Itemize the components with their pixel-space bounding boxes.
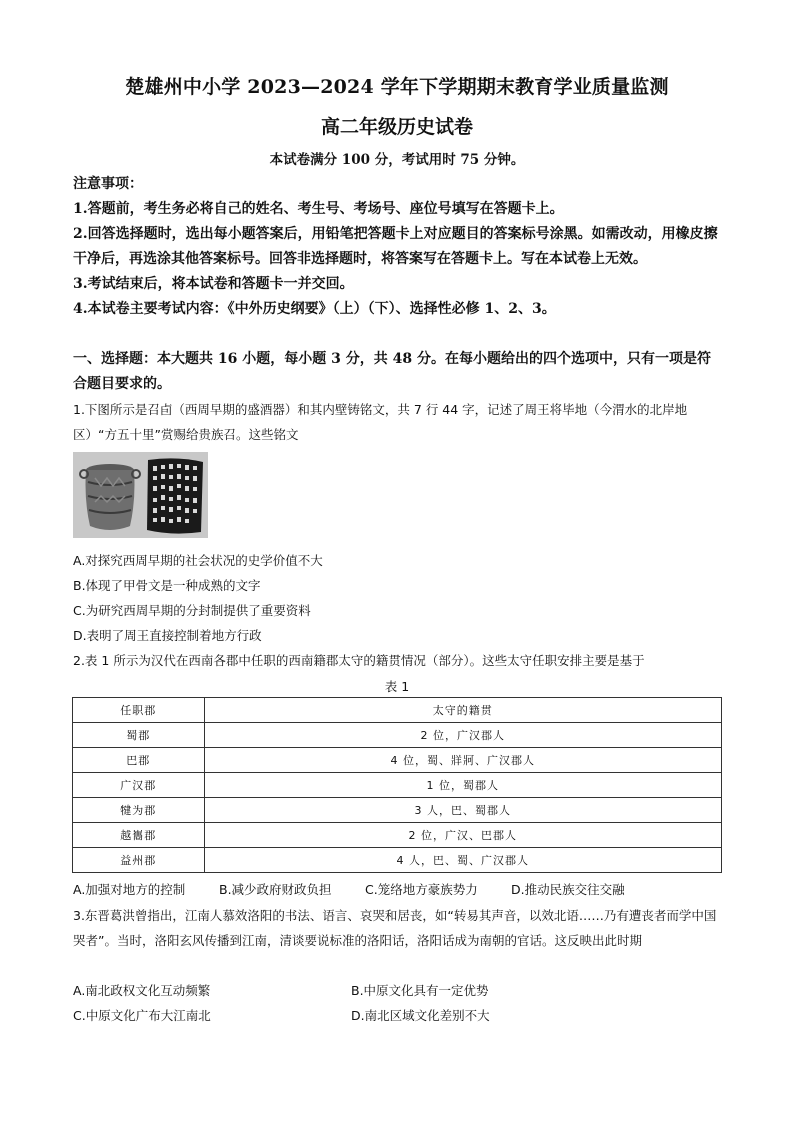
question-1-stem: [73, 397, 723, 447]
table-row: [73, 748, 722, 773]
option-d: D.南北区域文化差别不大: [351, 1008, 490, 1023]
table-cell: 蜀郡: [73, 723, 205, 748]
notes-block: [73, 172, 723, 322]
question-1-options: [73, 548, 723, 648]
table-header-row: [73, 698, 722, 723]
table-cell: 益州郡: [73, 848, 205, 873]
notes-item: 3.考试结束后，将本试卷和答题卡一并交回。: [73, 276, 354, 292]
option-c: C.笼络地方豪族势力: [365, 882, 478, 897]
table-cell: 4 人，巴、蜀、广汉郡人: [204, 848, 721, 873]
question-stem: 3.东晋葛洪曾指出，江南人慕效洛阳的书法、语言、哀哭和居丧，如“转易其声音，以效北语……乃有遭丧者而学中国哭者”。当时，洛阳玄风传播到江南，清谈要说标准的洛阳话，洛阳话成为南朝的官话。这反映出此时期: [73, 908, 717, 948]
option-c: C.中原文化广布大江南北: [73, 1008, 211, 1023]
question-2-options: [73, 877, 723, 902]
question-stem: 1.下图所示是召卣（西周早期的盛酒器）和其内壁铸铭文，共 7 行 44 字，记述了周王将毕地（今渭水的北岸地区）“方五十里”赏赐给贵族召。这些铭文: [73, 402, 688, 442]
table-1: [72, 697, 722, 873]
table-row: [73, 848, 722, 873]
table-header-cell: 任职郡: [73, 698, 205, 723]
table-caption: 表 1: [384, 679, 410, 694]
option-a: A.对探究西周早期的社会状况的史学价值不大: [73, 553, 323, 568]
table-cell: 2 位，广汉、巴郡人: [204, 823, 721, 848]
table-row: [73, 798, 722, 823]
option-c: C.为研究西周早期的分封制提供了重要资料: [73, 603, 311, 618]
exam-title: 楚雄州中小学 2023—2024 学年下学期期末教育学业质量监测: [125, 76, 669, 98]
zhao-you-vessel-image: [73, 452, 208, 538]
table-cell: 越巂郡: [73, 823, 205, 848]
option-b: B.中原文化具有一定优势: [351, 983, 489, 998]
exam-info: 本试卷满分 100 分，考试用时 75 分钟。: [269, 152, 525, 168]
option-b: B.减少政府财政负担: [219, 882, 332, 897]
notes-heading: 注意事项：: [73, 176, 143, 192]
options-row: [73, 1003, 723, 1028]
section-heading: 一、选择题：本大题共 16 小题，每小题 3 分，共 48 分。在每小题给出的四个选项中，只有一项是符合题目要求的。: [73, 351, 711, 392]
question-3-options: [73, 978, 723, 1028]
table-row: [73, 723, 722, 748]
option-a: A.南北政权文化互动频繁: [73, 983, 211, 998]
vessel-and-inscription-illustration: [73, 452, 208, 538]
notes-item: 1.答题前，考生务必将自己的姓名、考生号、考场号、座位号填写在答题卡上。: [73, 201, 564, 217]
options-row: [73, 978, 723, 1003]
table-cell: 犍为郡: [73, 798, 205, 823]
table-cell: 巴郡: [73, 748, 205, 773]
table-cell: 2 位，广汉郡人: [204, 723, 721, 748]
option-b: B.体现了甲骨文是一种成熟的文字: [73, 578, 261, 593]
table-cell: 广汉郡: [73, 773, 205, 798]
notes-item: 4.本试卷主要考试内容：《中外历史纲要》（上）（下）、选择性必修 1、2、3。: [73, 301, 556, 317]
exam-subtitle: 高二年级历史试卷: [320, 116, 473, 138]
question-2-stem: [73, 648, 723, 673]
option-a: A.加强对地方的控制: [73, 882, 186, 897]
table-cell: 3 人，巴、蜀郡人: [204, 798, 721, 823]
notes-item: 2.回答选择题时，选出每小题答案后，用铅笔把答题卡上对应题目的答案标号涂黑。如需改动，用橡皮擦干净后，再选涂其他答案标号。回答非选择题时，将答案写在答题卡上。写在本试卷上无效。: [73, 226, 718, 267]
option-d: D.推动民族交往交融: [511, 882, 625, 897]
option-d: D.表明了周王直接控制着地方行政: [73, 628, 262, 643]
table-header-cell: 太守的籍贯: [204, 698, 721, 723]
table-cell: 1 位，蜀郡人: [204, 773, 721, 798]
question-3-stem: [73, 903, 723, 953]
table-row: [73, 773, 722, 798]
table-cell: 4 位，蜀、牂牁、广汉郡人: [204, 748, 721, 773]
options-row: [73, 877, 723, 902]
question-stem: 2.表 1 所示为汉代在西南各郡中任职的西南籍郡太守的籍贯情况（部分）。这些太守任职安排主要是基于: [73, 653, 645, 668]
table-row: [73, 823, 722, 848]
